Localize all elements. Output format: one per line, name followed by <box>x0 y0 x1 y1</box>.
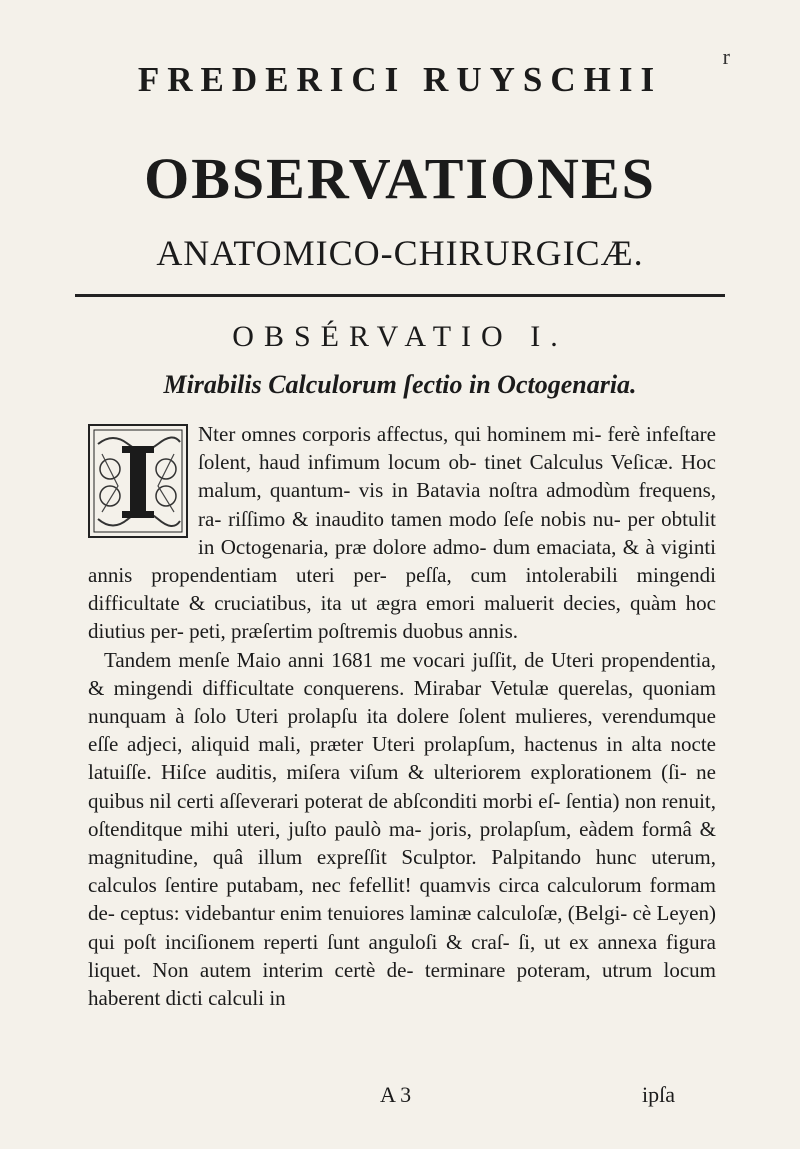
catchword: ipſa <box>642 1082 675 1107</box>
paragraph-2: Tandem menſe Maio anni 1681 me vocari juſſit, de Uteri propendentia, & mingendi difficultate conquerens. Mirabar Vetulæ querelas, quoniam nunquam à ſolo Uteri prolapſu ita dolere ſolent mulieres, verendumque eſſe adjeci, aliquid mali, præter Uteri prolapſum, hactenus in alta nocte latuiſſe. Hiſce auditis, miſera viſum & ulteriorem explorationem (ſi- ne quibus nil certi aſſeverari poterat de abſconditi morbi eſ- ſentia) non renuit, oſtenditque mihi uteri, juſto paulò ma- joris, prolapſum, eàdem formâ & magnitudine, quâ illum expreſſit Sculptor. Palpitando hunc uterum, calculos ſentire putabam, nec fefellit! quamvis circa calculorum formam de- ceptus: videbantur enim tenuiores laminæ calculoſæ, (Belgi- cè Leyen) qui poſt inciſionem reperti ſunt anguloſi & craſ- ſi, ut ex annexa figura liquet. Non autem interim certè de- terminare poteram, utrum locum haberent dicti calculi in <box>88 647 716 1011</box>
observation-subheading: Mirabilis Calculorum ſectio in Octogenaria. <box>163 370 637 399</box>
body-text <box>88 420 716 1012</box>
page-footer <box>0 1082 800 1112</box>
book-title: OBSERVATIONES <box>144 146 656 211</box>
book-subtitle: ANATOMICO-CHIRURGICÆ. <box>156 233 644 273</box>
signature-mark: A 3 <box>380 1082 412 1107</box>
corner-mark: r <box>722 44 730 69</box>
author-name: FREDERICI RUYSCHII <box>137 60 663 99</box>
ornamental-initial-I-icon <box>88 424 188 538</box>
observation-heading: OBSÉRVATIO I. <box>232 320 568 353</box>
paragraph-1: Nter omnes corporis affectus, qui hominem mi- ferè infeſtare ſolent, haud infimum locum ob- tinet Calculus Veſicæ. Hoc malum, quantum- vis in Batavia noſtra admodùm frequens, ra- riſſimo & inaudito tamen modo ſeſe nobis nu- per obtulit in Octogenaria, præ dolore admo- dum emaciata, & à viginti annis propendentiam uteri per- peſſa, cum intolerabili mingendi difficultate & cruciatibus, ita ut ægra emori maluerit decies, quàm hoc diutius per- peti, præſertim poſtremis duobus annis. <box>88 422 716 644</box>
title-rule <box>75 294 725 297</box>
